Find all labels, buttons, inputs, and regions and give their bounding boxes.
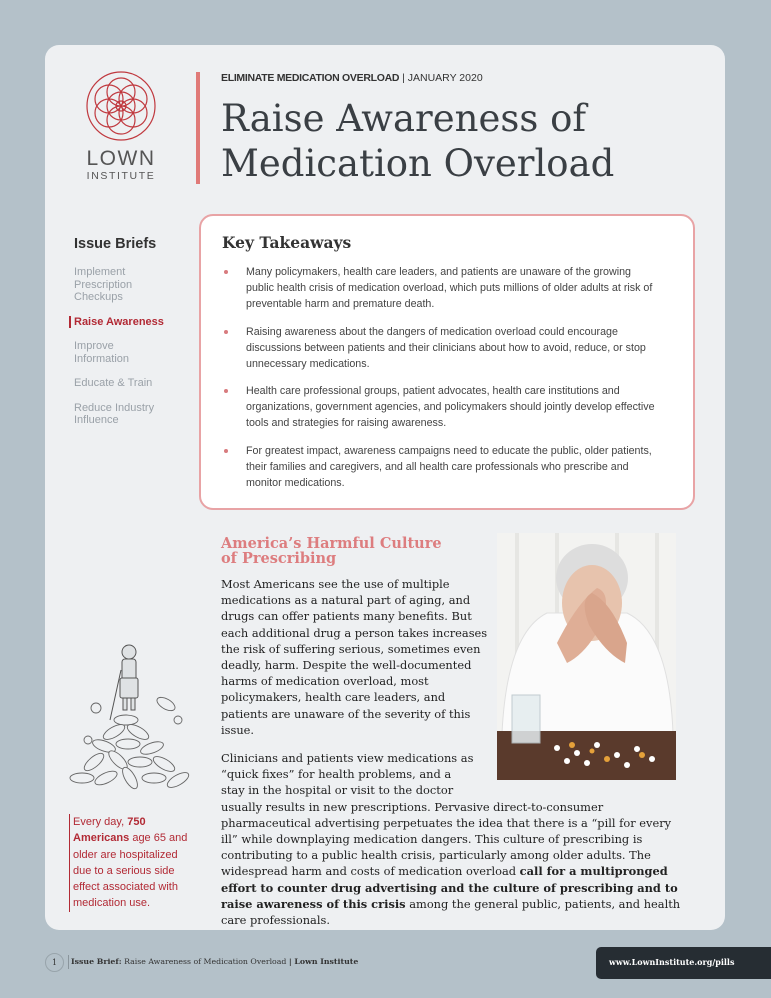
- page-number: 1: [45, 953, 64, 972]
- sidebar-title: Issue Briefs: [74, 236, 157, 252]
- logo-subname: INSTITUTE: [86, 170, 156, 182]
- lown-logo: [85, 70, 157, 182]
- sidebar-item-educate-train[interactable]: Educate & Train: [74, 377, 153, 389]
- series-name: ELIMINATE MEDICATION OVERLOAD: [221, 72, 400, 84]
- pill-pile-icon: [66, 640, 196, 810]
- sidebar-item-raise-awareness[interactable]: Raise Awareness: [69, 316, 193, 329]
- takeaway-item: [221, 383, 661, 431]
- takeaway-text: Health care professional groups, patient advocates, health care institutions and organizations, government agencies, and policymakers should jointly develop effective tools and strategies for raising awareness.: [246, 385, 655, 429]
- takeaway-text: Raising awareness about the dangers of medication overload could encourage discussions between patients and their clinicians about how to avoid, reduce, or stop unnecessary medications.: [246, 325, 646, 370]
- kicker-separator: |: [402, 72, 405, 84]
- takeaway-item: [221, 264, 661, 312]
- sidebar-item-reduce-industry-influence[interactable]: Reduce Industry Influence: [74, 401, 155, 426]
- takeaway-text: Many policymakers, health care leaders, and patients are unaware of the growing public health crisis of medication overload, which puts millions of older adults at risk of preventable harm and premature death.: [246, 266, 653, 310]
- title-line-1: Raise Awareness of: [221, 97, 587, 140]
- section-heading-line-2: of Prescribing: [221, 550, 337, 567]
- photo-illustration: [497, 533, 676, 780]
- footer-doc-title: Raise Awareness of Medication Overload: [121, 957, 289, 966]
- key-takeaways-title: Key Takeaways: [222, 233, 352, 252]
- takeaway-item: [221, 324, 661, 372]
- stat-emphasis: 750 Americans: [73, 816, 146, 845]
- paragraph-2-text: Clinicians and patients view medications as “quick fixes” for health problems, and a stay in the hospital or visit to the doctor usually results in new prescriptions. Pervasive direct-to-consumer pharmaceutical advertising perpetuates the idea that there is a “pill for every ill” while downplaying medication dangers. This culture of prescribing is contributing to a public health crisis, particularly among older adults. The widespread harm and costs of medication overload: [221, 751, 672, 879]
- section-paragraph-1: Most Americans see the use of multiple medications as a natural part of aging, and drugs can offer patients many benefits. But each additional drug a person takes increases the risk of suffering serious, sometimes even deadly, harm. Despite the well-documented harms of medication overload, most policymakers, health care leaders, and patients are unaware of the severity of this issue.: [221, 577, 488, 737]
- sidebar-item-prescription-checkups[interactable]: Implement Prescription Checkups: [74, 266, 133, 303]
- flower-of-life-icon: [85, 70, 157, 142]
- title-line-2: Medication Overload: [221, 142, 615, 185]
- stat-prefix: Every day,: [73, 816, 128, 828]
- bullet-icon: [224, 449, 228, 453]
- sidebar-item-improve-information[interactable]: Improve Information: [74, 340, 130, 365]
- statistic-callout: [69, 814, 195, 912]
- title-accent-bar: [196, 72, 200, 184]
- takeaway-item: [221, 443, 661, 491]
- issue-date: JANUARY 2020: [407, 72, 483, 84]
- sidebar-nav: [73, 266, 193, 439]
- page-title: [221, 96, 614, 186]
- footer-org: Lown Institute: [291, 957, 359, 966]
- paragraph-2-emphasis: call for a multipronged effort to counter drug advertising and the culture of prescribing and to raise awareness of this crisis: [221, 864, 678, 911]
- key-takeaways-list: [221, 264, 661, 502]
- takeaway-text: For greatest impact, awareness campaigns need to educate the public, older patients, their families and caregivers, and all health care professionals who prescribe and monitor medications.: [246, 444, 652, 489]
- footer-citation: [71, 957, 358, 966]
- footer-label: Issue Brief:: [71, 957, 122, 966]
- series-kicker: [221, 72, 483, 84]
- website-url[interactable]: www.LownInstitute.org/pills: [609, 957, 735, 967]
- logo-name: LOWN: [86, 147, 156, 170]
- woman-on-pill-pile-illustration: [66, 640, 196, 815]
- key-takeaways-box: [199, 214, 695, 510]
- footer-divider: [68, 955, 69, 969]
- stat-suffix: age 65 and older are hospitalized due to a serious side effect associated with medication use.: [73, 832, 188, 910]
- section-heading-line-1: America’s Harmful Culture: [221, 535, 442, 552]
- paragraph-2-end: among the general public, patients, and health care professionals.: [221, 896, 681, 928]
- footer-sep: |: [288, 957, 292, 966]
- section-heading: [221, 536, 442, 566]
- bullet-icon: [224, 389, 228, 393]
- bullet-icon: [224, 270, 228, 274]
- bullet-icon: [224, 330, 228, 334]
- photo-man-with-pills: [497, 533, 676, 780]
- website-link-pill[interactable]: [596, 947, 771, 979]
